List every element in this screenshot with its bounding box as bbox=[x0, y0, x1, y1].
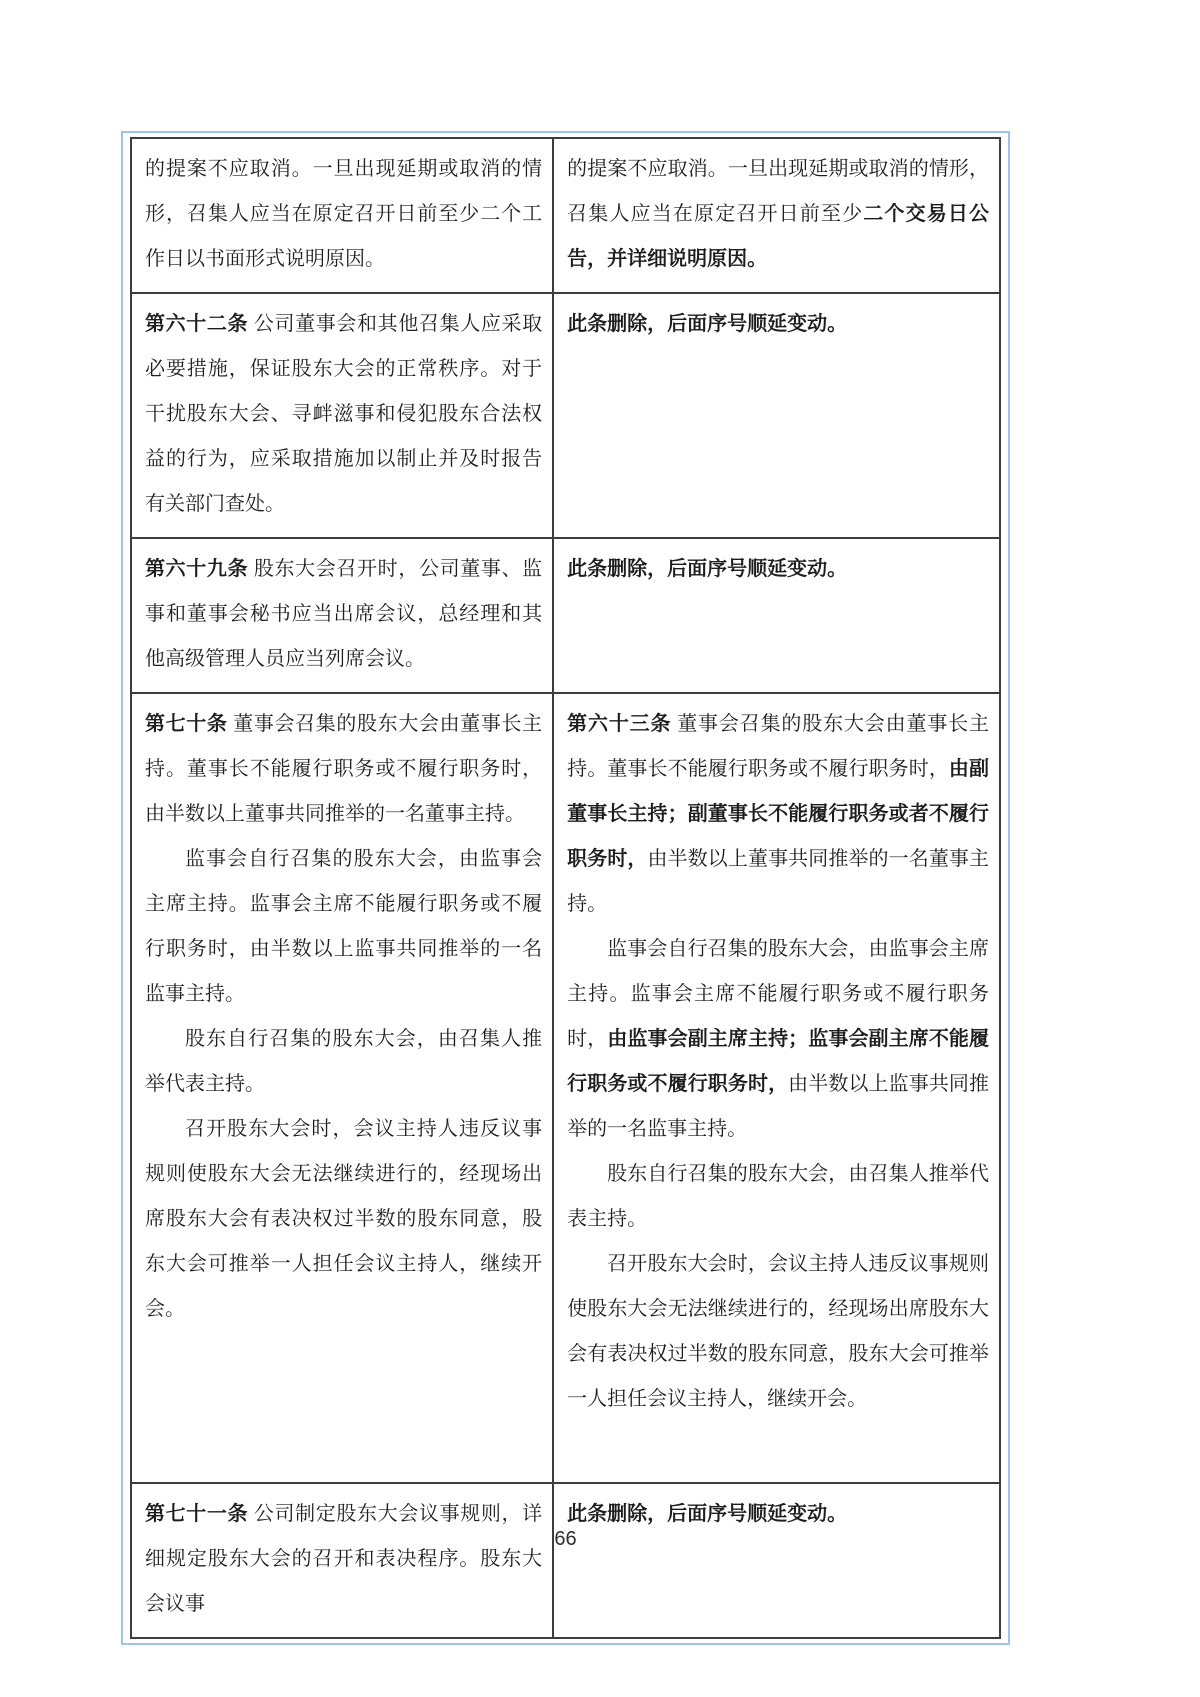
paragraph bbox=[567, 147, 989, 282]
original-clause-cell bbox=[131, 538, 553, 693]
bold-text-run: 此条删除，后面序号顺延变动。 bbox=[567, 1503, 848, 1525]
text-run: 的提案不应取消。一旦出现延期或取消的情形，召集人应当在原定召开日前至少 bbox=[567, 158, 989, 225]
paragraph bbox=[567, 547, 989, 592]
text-run: 召开股东大会时，会议主持人违反议事规则使股东大会无法继续进行的，经现场出席股东大会有表决权过半数的股东同意，股东大会可推举一人担任会议主持人，继续开会。 bbox=[567, 1253, 989, 1410]
original-clause-cell bbox=[131, 293, 553, 538]
bold-text-run: 此条删除，后面序号顺延变动。 bbox=[567, 558, 848, 580]
paragraph bbox=[145, 702, 542, 837]
paragraph bbox=[145, 1492, 542, 1627]
text-run: 公司制定股东大会议事规则，详细规定股东大会的召开和表决程序。股东大会议事 bbox=[145, 1503, 543, 1615]
text-run: 召开股东大会时，会议主持人违反议事规则使股东大会无法继续进行的，经现场出席股东大会有表决权过半数的股东同意，股东大会可推举一人担任会议主持人，继续开会。 bbox=[145, 1118, 543, 1320]
table-row bbox=[131, 538, 1000, 693]
revised-clause-cell bbox=[553, 138, 1000, 293]
bold-text-run: 第七十一条 bbox=[145, 1503, 249, 1525]
paragraph bbox=[145, 1107, 542, 1332]
paragraph bbox=[145, 837, 542, 1017]
original-clause-cell bbox=[131, 1483, 553, 1638]
comparison-table-body bbox=[131, 138, 1000, 1638]
bold-text-run: 此条删除，后面序号顺延变动。 bbox=[567, 313, 848, 335]
bold-text-run: 由副董事长主持；副董事长不能履行职务或者不履行职务时， bbox=[567, 758, 990, 870]
paragraph bbox=[567, 927, 989, 1152]
paragraph bbox=[567, 302, 989, 347]
text-run: 由半数以上监事共同推举的一名监事主持。 bbox=[567, 1073, 990, 1140]
page-number: 66 bbox=[554, 1528, 577, 1550]
revision-table-frame bbox=[121, 131, 1010, 1645]
text-run: 董事会召集的股东大会由董事长主持。董事长不能履行职务或不履行职务时， bbox=[567, 713, 990, 780]
text-run: 监事会自行召集的股东大会，由监事会主席主持。监事会主席不能履行职务或不履行职务时，由半数以上监事共同推举的一名监事主持。 bbox=[145, 848, 543, 1005]
bold-text-run: 第七十条 bbox=[145, 713, 228, 735]
paragraph bbox=[567, 1242, 989, 1422]
text-run: 董事会召集的股东大会由董事长主持。董事长不能履行职务或不履行职务时，由半数以上董事共同推举的一名董事主持。 bbox=[145, 713, 543, 825]
table-row bbox=[131, 293, 1000, 538]
paragraph bbox=[145, 547, 542, 682]
text-run: 股东自行召集的股东大会，由召集人推举代表主持。 bbox=[145, 1028, 543, 1095]
table-row bbox=[131, 1483, 1000, 1638]
text-run: 公司董事会和其他召集人应采取必要措施，保证股东大会的正常秩序。对于干扰股东大会、寻衅滋事和侵犯股东合法权益的行为，应采取措施加以制止并及时报告有关部门查处。 bbox=[145, 313, 543, 515]
comparison-table bbox=[130, 137, 1001, 1639]
paragraph bbox=[567, 1152, 989, 1242]
bold-text-run: 第六十九条 bbox=[145, 558, 249, 580]
paragraph bbox=[145, 302, 542, 527]
revised-clause-cell bbox=[553, 293, 1000, 538]
original-clause-cell bbox=[131, 693, 553, 1483]
original-clause-cell bbox=[131, 138, 553, 293]
text-run: 由半数以上董事共同推举的一名董事主持。 bbox=[567, 848, 990, 915]
table-row bbox=[131, 693, 1000, 1483]
bold-text-run: 第六十三条 bbox=[567, 713, 672, 735]
paragraph bbox=[145, 1017, 542, 1107]
bold-text-run: 由监事会副主席主持；监事会副主席不能履行职务或不履行职务时， bbox=[567, 1028, 990, 1095]
text-run: 股东自行召集的股东大会，由召集人推举代表主持。 bbox=[567, 1163, 989, 1230]
text-run: 的提案不应取消。一旦出现延期或取消的情形，召集人应当在原定召开日前至少二个工作日以书面形式说明原因。 bbox=[145, 158, 543, 270]
paragraph bbox=[145, 147, 542, 282]
paragraph bbox=[567, 702, 989, 927]
revised-clause-cell bbox=[553, 693, 1000, 1483]
table-row bbox=[131, 138, 1000, 293]
revised-clause-cell bbox=[553, 538, 1000, 693]
text-run: 股东大会召开时，公司董事、监事和董事会秘书应当出席会议，总经理和其他高级管理人员应当列席会议。 bbox=[145, 558, 543, 670]
bold-text-run: 第六十二条 bbox=[145, 313, 249, 335]
text-run: 监事会自行召集的股东大会，由监事会主席主持。监事会主席不能履行职务或不履行职务时， bbox=[567, 938, 989, 1050]
revised-clause-cell bbox=[553, 1483, 1000, 1638]
bold-text-run: 二个交易日公告，并详细说明原因。 bbox=[567, 203, 990, 270]
